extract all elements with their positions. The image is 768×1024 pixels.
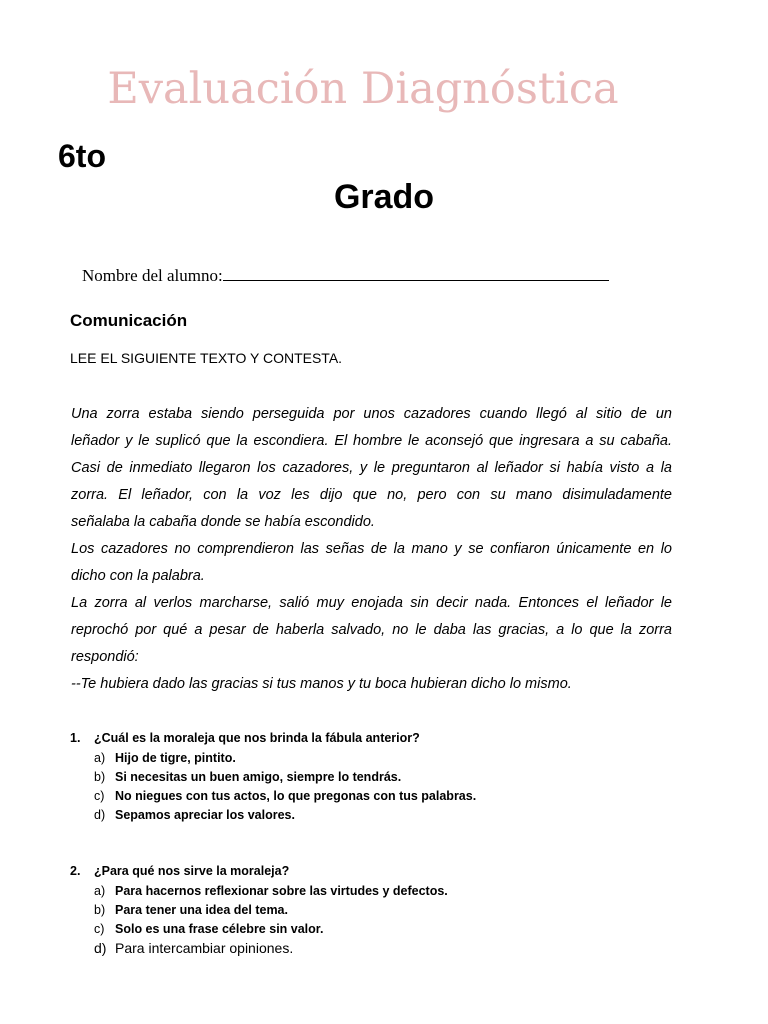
question-title (70, 729, 476, 749)
story-line: Casi de inmediato llegaron los cazadores, y le preguntaron al leñador si había visto a la (71, 460, 672, 476)
story-line: Una zorra estaba siendo perseguida por unos cazadores cuando llegó al sitio de un (71, 406, 672, 422)
option-text: Hijo de tigre, pintito. (115, 751, 236, 765)
story-line: reprochó por qué a pesar de haberla salvado, no le daba las gracias, a lo que la zorra (71, 622, 672, 638)
answer-option-a[interactable] (70, 882, 448, 901)
student-name-blank[interactable] (223, 264, 609, 281)
answer-option-b[interactable] (70, 768, 476, 787)
student-name-label: Nombre del alumno: (82, 266, 223, 285)
answer-option-d[interactable] (70, 939, 448, 958)
option-letter: b) (94, 770, 106, 784)
answer-option-c[interactable] (70, 920, 448, 939)
option-text: Solo es una frase célebre sin valor. (115, 922, 324, 936)
option-text: No niegues con tus actos, lo que pregonas con tus palabras. (115, 789, 477, 803)
instruction-text: LEE EL SIGUIENTE TEXTO Y CONTESTA. (70, 350, 343, 366)
option-text: Si necesitas un buen amigo, siempre lo tendrás. (115, 770, 402, 784)
option-letter: a) (94, 884, 106, 898)
answer-option-c[interactable] (70, 787, 476, 806)
question-2 (70, 862, 448, 958)
option-letter: d) (94, 940, 107, 956)
option-text: Para intercambiar opiniones. (115, 940, 294, 956)
question-text: ¿Cuál es la moraleja que nos brinda la fábula anterior? (94, 731, 420, 745)
option-letter: d) (94, 808, 106, 822)
story-line: Los cazadores no comprendieron las señas de la mano y se confiaron únicamente en lo (71, 541, 672, 557)
story-line: dicho con la palabra. (71, 568, 205, 584)
grade-number: 6to (58, 138, 106, 174)
story-text (71, 403, 672, 700)
question-title (70, 862, 448, 882)
student-name-field (82, 264, 609, 286)
page-title: Evaluación Diagnóstica (107, 64, 619, 114)
story-line: zorra. El leñador, con la voz les dijo que no, pero con su mano disimuladamente (71, 487, 672, 503)
question-number: 1. (70, 731, 81, 745)
option-letter: c) (94, 922, 105, 936)
story-line: --Te hubiera dado las gracias si tus manos y tu boca hubieran dicho lo mismo. (71, 676, 572, 692)
question-text: ¿Para qué nos sirve la moraleja? (94, 864, 290, 878)
question-1 (70, 729, 476, 825)
answer-option-d[interactable] (70, 806, 476, 825)
answer-option-a[interactable] (70, 749, 476, 768)
option-letter: c) (94, 789, 105, 803)
question-number: 2. (70, 864, 81, 878)
section-heading: Comunicación (70, 311, 188, 330)
option-text: Para tener una idea del tema. (115, 903, 288, 917)
story-line: señalaba la cabaña donde se había escondido. (71, 514, 375, 530)
story-line: respondió: (71, 649, 139, 665)
story-line: leñador y le suplicó que la escondiera. El hombre le aconsejó que ingresara a su cabaña. (71, 433, 672, 449)
grade-word: Grado (333, 178, 435, 216)
answer-option-b[interactable] (70, 901, 448, 920)
option-letter: a) (94, 751, 106, 765)
story-line: La zorra al verlos marcharse, salió muy enojada sin decir nada. Entonces el leñador le (71, 595, 672, 611)
option-text: Para hacernos reflexionar sobre las virtudes y defectos. (115, 884, 448, 898)
option-text: Sepamos apreciar los valores. (115, 808, 295, 822)
option-letter: b) (94, 903, 106, 917)
